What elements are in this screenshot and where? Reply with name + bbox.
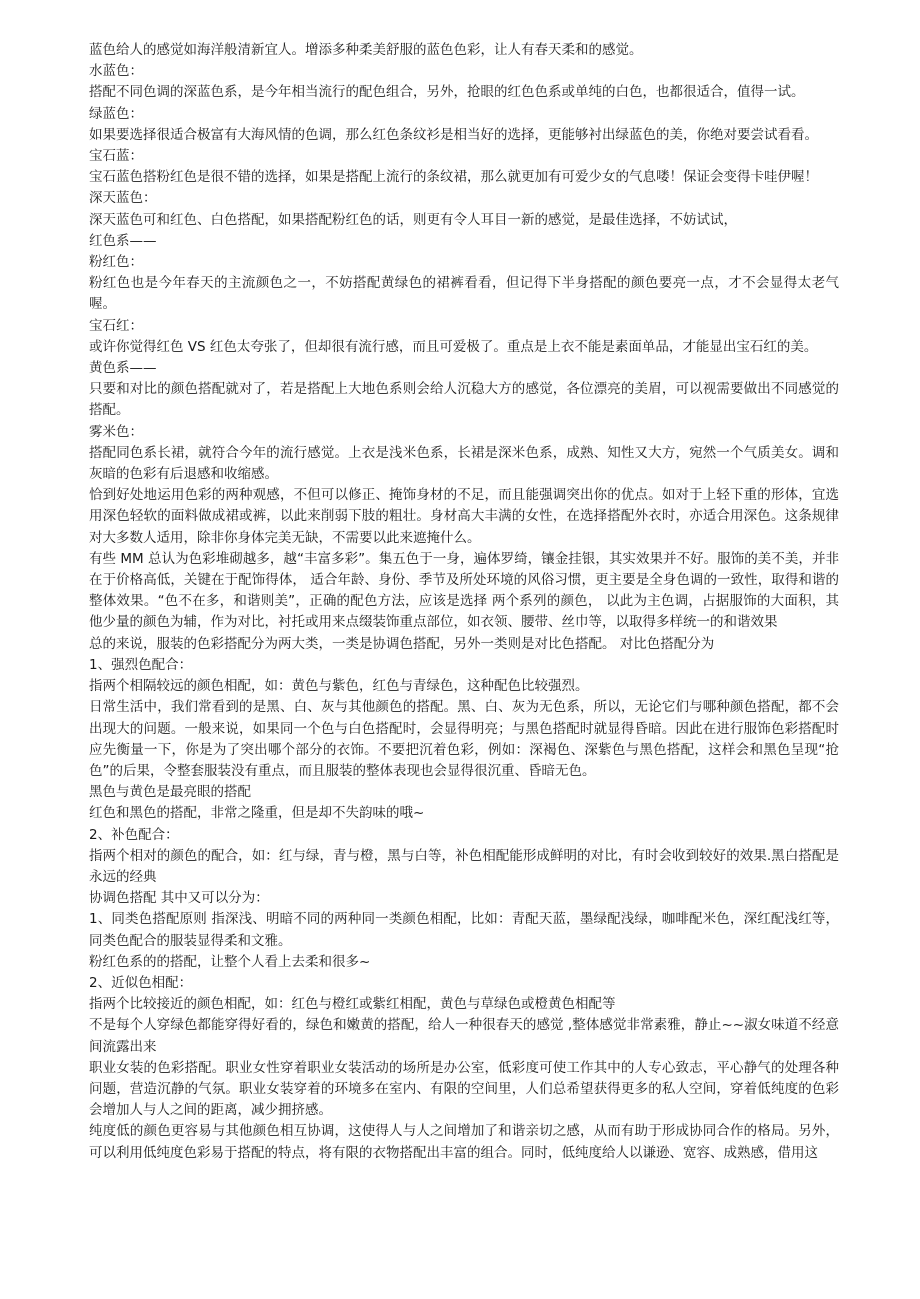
section-heading: 粉红色： (89, 254, 143, 271)
paragraph: 黑色与黄色是最亮眼的搭配 (89, 784, 251, 801)
section-heading: 2、补色配合： (89, 826, 179, 843)
paragraph: 1、同类色搭配原则 指深浅、明暗不同的两种同一类颜色相配，比如：青配天蓝，墨绿配浅绿，咖啡配米色，深红配浅红等，同类色配合的服装显得柔和文雅。 (89, 911, 839, 949)
section-heading: 宝石蓝： (89, 148, 143, 165)
paragraph: 日常生活中，我们常看到的是黑、白、灰与其他颜色的搭配。黑、白、灰为无色系，所以，无论它们与哪种颜色搭配，都不会出现大的问题。一般来说，如果同一个色与白色搭配时，会显得明亮；与黑色搭配时就显得昏暗。因此在进行服饰色彩搭配时应先衡量一下，你是为了突出哪个部分的衣饰。不要把沉着色彩，例如：深褐色、深紫色与黑色搭配，这样会和黑色呈现“抢色”的后果，令整套服装没有重点，而且服装的整体表现也会显得很沉重、昏暗无色。 (89, 699, 839, 779)
document-page (89, 40, 839, 1164)
paragraph: 宝石蓝色搭粉红色是很不错的选择，如果是搭配上流行的条纹裙，那么就更加有可爱少女的气息喽！保证会变得卡哇伊喔！ (89, 169, 818, 186)
paragraph: 搭配不同色调的深蓝色系，是今年相当流行的配色组合，另外，抢眼的红色色系或单纯的白色，也都很适合，值得一试。 (89, 84, 805, 101)
paragraph: 指两个相对的颜色的配合，如：红与绿，青与橙，黑与白等，补色相配能形成鲜明的对比，有时会收到较好的效果.黑白搭配是永远的经典 (89, 847, 839, 885)
section-heading: 2、近似色相配： (89, 974, 193, 991)
section-heading: 1、强烈色配合： (89, 656, 193, 673)
paragraph: 深天蓝色可和红色、白色搭配，如果搭配粉红色的话，则更有令人耳目一新的感觉，是最佳选择，不妨试试， (89, 211, 737, 228)
section-heading: 深天蓝色： (89, 190, 157, 207)
section-heading: 宝石红： (89, 317, 143, 334)
paragraph: 职业女装的色彩搭配。职业女性穿着职业女装活动的场所是办公室，低彩度可使工作其中的人专心致志，平心静气的处理各种问题，营造沉静的气氛。职业女装穿着的环境多在室内、有限的空间里，人们总希望获得更多的私人空间，穿着低纯度的色彩会增加人与人之间的距离，减少拥挤感。 (89, 1059, 839, 1119)
section-heading: 雾米色： (89, 423, 143, 440)
paragraph: 纯度低的颜色更容易与其他颜色相互协调，这使得人与人之间增加了和谐亲切之感，从而有助于形成协同合作的格局。另外，可以利用低纯度色彩易于搭配的特点，将有限的衣物搭配出丰富的组合。同时，低纯度给人以谦逊、宽容、成熟感，借用这 (89, 1123, 839, 1161)
paragraph: 搭配同色系长裙，就符合今年的流行感觉。上衣是浅米色系，长裙是深米色系，成熟、知性又大方，宛然一个气质美女。调和灰暗的色彩有后退感和收缩感。 (89, 444, 839, 483)
section-heading: 红色系—— (89, 232, 157, 249)
paragraph: 红色和黑色的搭配，非常之隆重，但是却不失韵味的哦~ (89, 805, 425, 822)
section-heading: 黄色系—— (89, 360, 157, 377)
paragraph: 指两个比较接近的颜色相配，如：红色与橙红或紫红相配，黄色与草绿色或橙黄色相配等 (89, 996, 616, 1013)
section-heading: 水蓝色： (89, 63, 143, 80)
paragraph: 协调色搭配 其中又可以分为： (89, 890, 269, 907)
paragraph: 指两个相隔较远的颜色相配，如：黄色与紫色，红色与青绿色，这种配色比较强烈。 (89, 678, 589, 695)
paragraph: 恰到好处地运用色彩的两种观感，不但可以修正、掩饰身材的不足，而且能强调突出你的优点。如对于上轻下重的形体，宜选用深色轻软的面料做成裙或裤，以此来削弱下肢的粗壮。身材高大丰满的女性，在选择搭配外衣时，亦适合用深色。这条规律对大多数人适用，除非你身体完美无缺，不需要以此来遮掩什么。 (89, 487, 839, 546)
paragraph: 或许你觉得红色 VS 红色太夸张了，但却很有流行感，而且可爱极了。重点是上衣不能是素面单品，才能显出宝石红的美。 (89, 338, 818, 355)
paragraph: 不是每个人穿绿色都能穿得好看的，绿色和嫩黄的搭配，给人一种很春天的感觉 ,整体感觉非常素雅，静止~~淑女味道不经意间流露出来 (89, 1017, 839, 1055)
paragraph: 如果要选择很适合极富有大海风情的色调，那么红色条纹衫是相当好的选择，更能够衬出绿蓝色的美，你绝对要尝试看看。 (89, 126, 818, 143)
paragraph: 粉红色系的的搭配，让整个人看上去柔和很多~ (89, 953, 371, 970)
paragraph: 总的来说，服装的色彩搭配分为两大类，一类是协调色搭配，另外一类则是对比色搭配。 对比色搭配分为 (89, 635, 715, 652)
paragraph: 粉红色也是今年春天的主流颜色之一，不妨搭配黄绿色的裙裤看看，但记得下半身搭配的颜色要亮一点，才不会显得太老气喔。 (89, 275, 839, 313)
paragraph: 有些 MM 总认为色彩堆砌越多，越“丰富多彩”。集五色于一身，遍体罗绮，镶金挂银，其实效果并不好。服饰的美不美，并非在于价格高低，关键在于配饰得体， 适合年龄、身份、季节及所处环境的风俗习惯，更主要是全身色调的一致性，取得和谐的整体效果。“色不在多，和谐则美”，正确的配色方法，应该是选择 两个系列的颜色， 以此为主色调，占据服饰的大面积，其他少量的颜色为辅，作为对比，衬托或用来点缀装饰重点部位，如衣领、腰带、丝巾等，以取得多样统一的和谐效果 (89, 550, 839, 631)
paragraph: 蓝色给人的感觉如海洋般清新宜人。增添多种柔美舒服的蓝色色彩，让人有春天柔和的感觉。 (89, 42, 643, 58)
paragraph: 只要和对比的颜色搭配就对了，若是搭配上大地色系则会给人沉稳大方的感觉，各位漂亮的美眉，可以视需要做出不同感觉的搭配。 (89, 381, 839, 419)
section-heading: 绿蓝色： (89, 105, 143, 122)
